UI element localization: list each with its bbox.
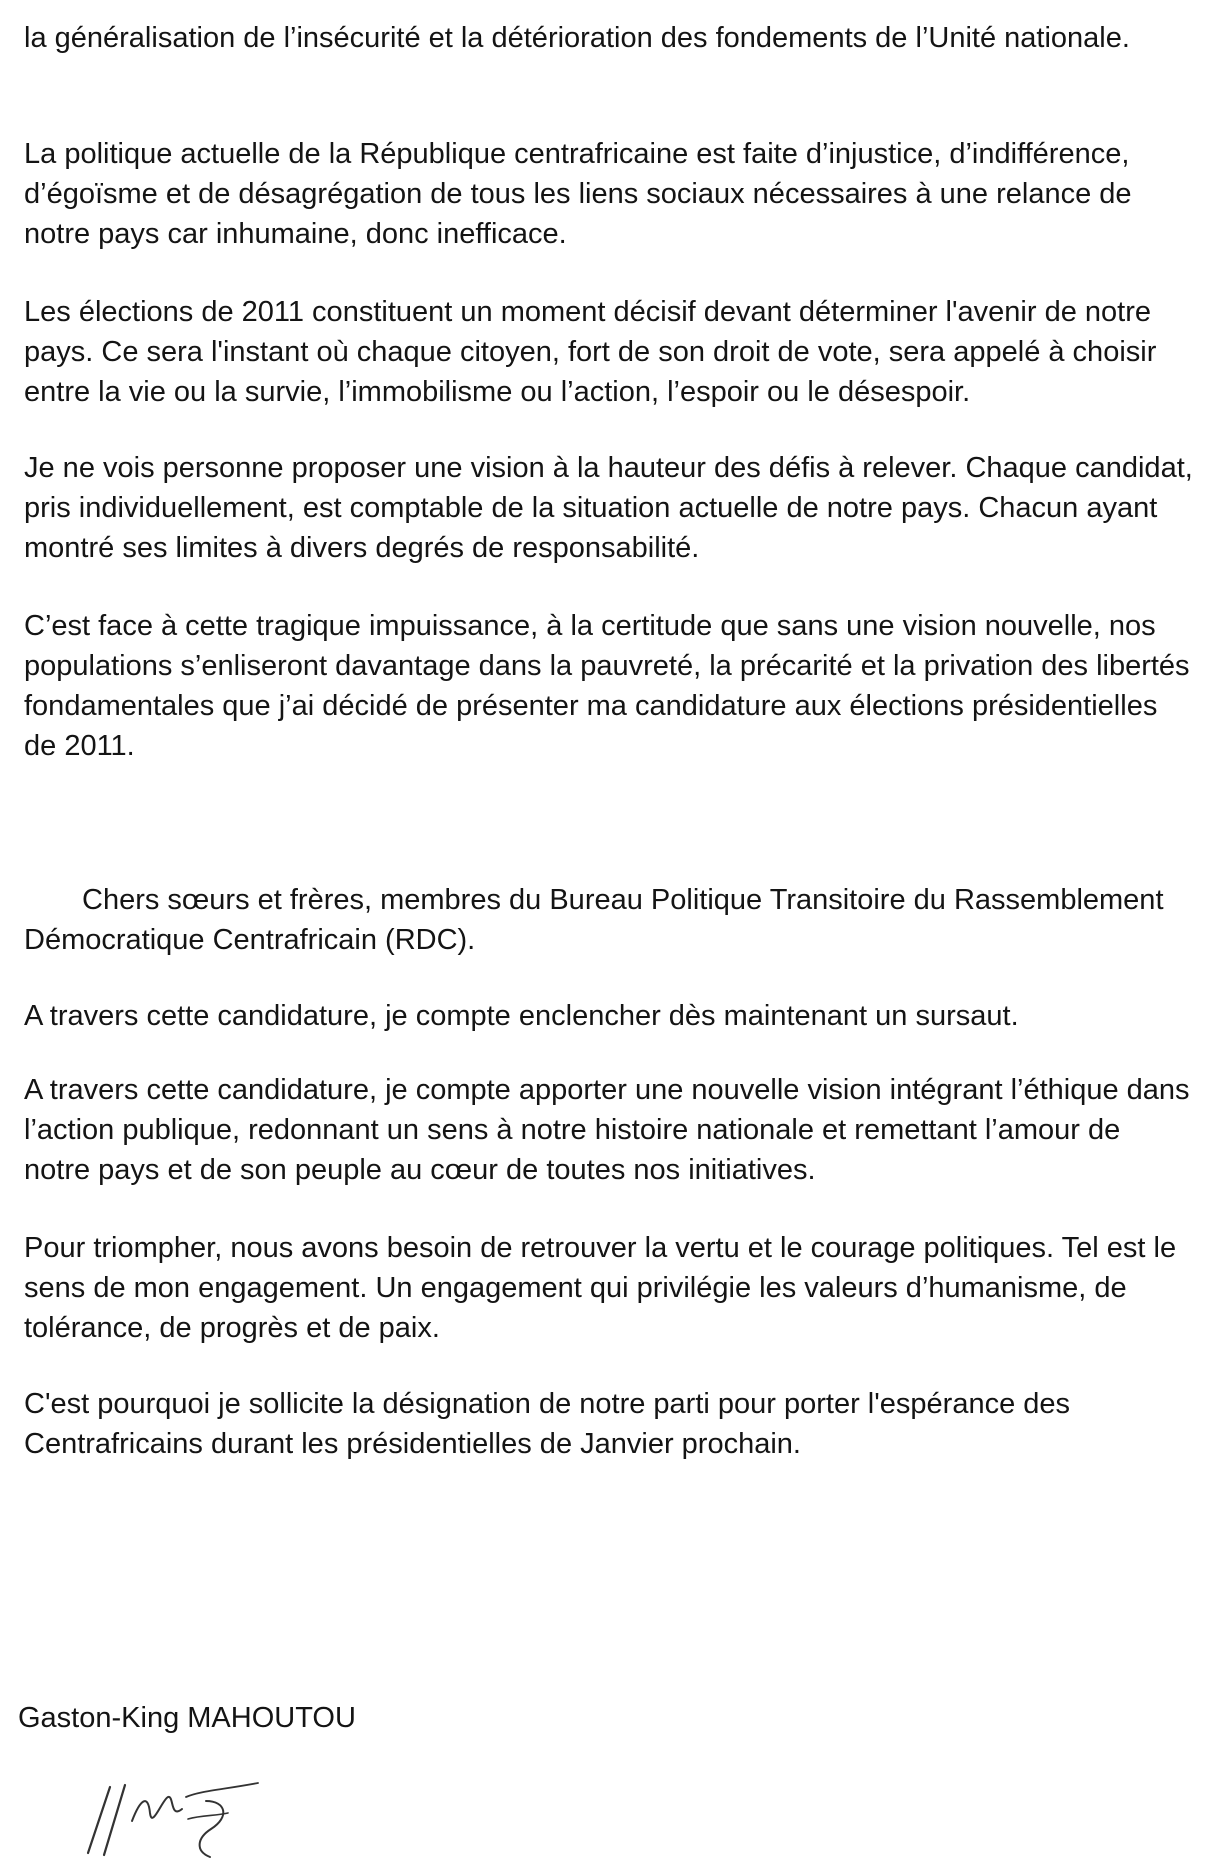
paragraph-1: la généralisation de l’insécurité et la détérioration des fondements de l’Unité nationale.: [24, 22, 1130, 54]
paragraph-5: C’est face à cette tragique impuissance, à la certitude que sans une vision nouvelle, nos populations s’enliseront davantage dans la pauvreté, la précarité et la privation des libertés fondamentales que j’ai décidé de présenter ma candidature aux élections présidentielles de 2011.: [24, 610, 1190, 762]
paragraph-10: C'est pourquoi je sollicite la désignation de notre parti pour porter l'espérance des Centrafricains durant les présidentielles de Janvier prochain.: [24, 1388, 1071, 1460]
paragraph-3: Les élections de 2011 constituent un moment décisif devant déterminer l'avenir de notre pays. Ce sera l'instant où chaque citoyen, fort de son droit de vote, sera appelé à choisir entre la vie ou la survie, l’immobilisme ou l’action, l’espoir ou le désespoir.: [24, 296, 1157, 408]
signatory-name: Gaston-King MAHOUTOU: [18, 1702, 356, 1734]
paragraph-8: A travers cette candidature, je compte apporter une nouvelle vision intégrant l’éthique dans l’action publique, redonnant un sens à notre histoire nationale et remettant l’amour de notre pays et de son peuple au cœur de toutes nos initiatives.: [24, 1074, 1190, 1186]
handwritten-signature: [70, 1765, 310, 1860]
paragraph-7: A travers cette candidature, je compte enclencher dès maintenant un sursaut.: [24, 1000, 1019, 1032]
paragraph-6-salutation: Chers sœurs et frères, membres du Bureau Politique Transitoire du Rassemblement Démocratique Centrafricain (RDC).: [24, 884, 1164, 956]
paragraph-2: La politique actuelle de la République centrafricaine est faite d’injustice, d’indifférence, d’égoïsme et de désagrégation de tous les liens sociaux nécessaires à une relance de notre pays car inhumaine, donc inefficace.: [24, 138, 1132, 250]
paragraph-4: Je ne vois personne proposer une vision à la hauteur des défis à relever. Chaque candidat, pris individuellement, est comptable de la situation actuelle de notre pays. Chacun ayant montré ses limites à divers degrés de responsabilité.: [24, 452, 1193, 564]
paragraph-9: Pour triompher, nous avons besoin de retrouver la vertu et le courage politiques. Tel est le sens de mon engagement. Un engagement qui privilégie les valeurs d’humanisme, de tolérance, de progrès et de paix.: [24, 1232, 1177, 1344]
